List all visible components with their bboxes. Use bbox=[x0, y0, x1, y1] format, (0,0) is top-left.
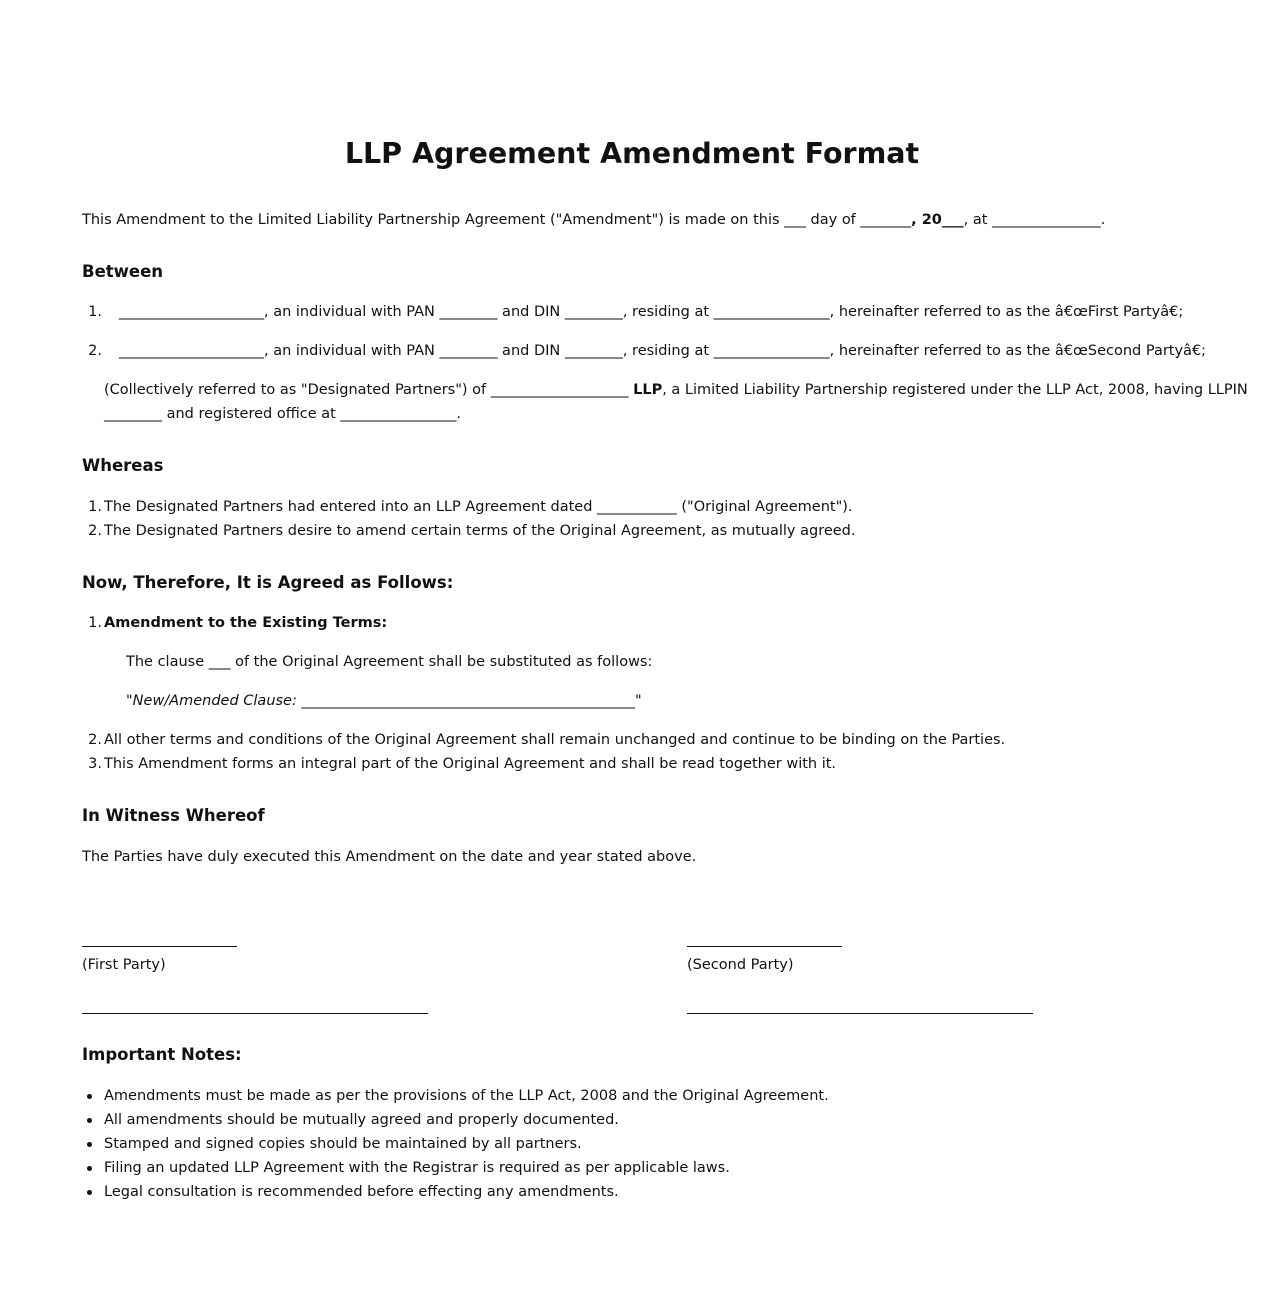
amended-clause-line bbox=[126, 691, 642, 711]
note-item: All amendments should be mutually agreed and properly documented. bbox=[104, 1112, 619, 1128]
party1-number: 1. bbox=[88, 304, 102, 320]
first-party-signature-line bbox=[82, 946, 237, 947]
bullet-icon bbox=[87, 1094, 92, 1099]
collective-text-b: , a Limited Liability Partnership registered under the LLP Act, 2008, having LLPIN bbox=[662, 382, 1248, 398]
collective-line-2: ________ and registered office at ________________. bbox=[104, 406, 462, 422]
note-item: Stamped and signed copies should be maintained by all partners. bbox=[104, 1136, 582, 1152]
agreed-heading: Now, Therefore, It is Agreed as Follows: bbox=[82, 573, 454, 592]
between-heading: Between bbox=[82, 262, 164, 281]
second-party-name-line bbox=[687, 1013, 1033, 1014]
whereas-item: The Designated Partners had entered into an LLP Agreement dated ___________ ("Original Agreement"). bbox=[104, 499, 853, 515]
first-party-name-line bbox=[82, 1013, 428, 1014]
second-party-label: (Second Party) bbox=[687, 957, 794, 973]
intro-text-a: This Amendment to the Limited Liability Partnership Agreement ("Amendment") is made on this ___ day of _______ bbox=[82, 212, 912, 228]
party1-text: ____________________, an individual with PAN ________ and DIN ________, residing at ________________, hereinafter referred to as the â€œFirst Partyâ€; bbox=[119, 304, 1184, 320]
agreed-item1-title-text: Amendment to the Existing Terms: bbox=[104, 615, 388, 631]
whereas-item-number: 1. bbox=[88, 499, 102, 515]
note-item: Filing an updated LLP Agreement with the Registrar is required as per applicable laws. bbox=[104, 1160, 730, 1176]
intro-year: , 20___ bbox=[911, 212, 964, 228]
bullet-icon bbox=[87, 1166, 92, 1171]
notes-heading: Important Notes: bbox=[82, 1045, 242, 1064]
amended-close-quote: " bbox=[634, 693, 642, 709]
agreed-item-number: 2. bbox=[88, 732, 102, 748]
whereas-item: The Designated Partners desire to amend certain terms of the Original Agreement, as mutually agreed. bbox=[104, 523, 856, 539]
agreed-item: All other terms and conditions of the Original Agreement shall remain unchanged and continue to be binding on the Parties. bbox=[104, 732, 1006, 748]
party2-text: ____________________, an individual with PAN ________ and DIN ________, residing at ________________, hereinafter referred to as the â€œSecond Partyâ€; bbox=[119, 343, 1207, 359]
bullet-icon bbox=[87, 1190, 92, 1195]
note-item: Legal consultation is recommended before effecting any amendments. bbox=[104, 1184, 619, 1200]
agreed-item: This Amendment forms an integral part of the Original Agreement and shall be read together with it. bbox=[104, 756, 837, 772]
witness-heading: In Witness Whereof bbox=[82, 806, 265, 825]
collective-llp: LLP bbox=[633, 382, 663, 398]
whereas-heading: Whereas bbox=[82, 456, 164, 475]
collective-line-1 bbox=[104, 380, 1248, 400]
intro-text-c: , at _______________. bbox=[963, 212, 1106, 228]
collective-text-a: (Collectively referred to as "Designated Partners") of ___________________ bbox=[104, 382, 634, 398]
whereas-item-number: 2. bbox=[88, 523, 102, 539]
agreed-item-number: 1. bbox=[88, 615, 102, 631]
bullet-icon bbox=[87, 1142, 92, 1147]
witness-text: The Parties have duly executed this Amendment on the date and year stated above. bbox=[82, 849, 697, 865]
bullet-icon bbox=[87, 1118, 92, 1123]
agreed-item-number: 3. bbox=[88, 756, 102, 772]
agreed-item1-title bbox=[104, 613, 387, 633]
note-item: Amendments must be made as per the provisions of the LLP Act, 2008 and the Original Agreement. bbox=[104, 1088, 829, 1104]
amended-clause-blank: ______________________________________________ bbox=[296, 693, 635, 709]
clause-text: The clause ___ of the Original Agreement shall be substituted as follows: bbox=[126, 654, 653, 670]
document-title: LLP Agreement Amendment Format bbox=[344, 137, 920, 170]
first-party-label: (First Party) bbox=[82, 957, 166, 973]
intro-paragraph bbox=[82, 210, 1105, 230]
party2-number: 2. bbox=[88, 343, 102, 359]
amended-clause-label: New/Amended Clause: bbox=[132, 693, 297, 709]
amended-open-quote: " bbox=[126, 693, 133, 709]
second-party-signature-line bbox=[687, 946, 842, 947]
